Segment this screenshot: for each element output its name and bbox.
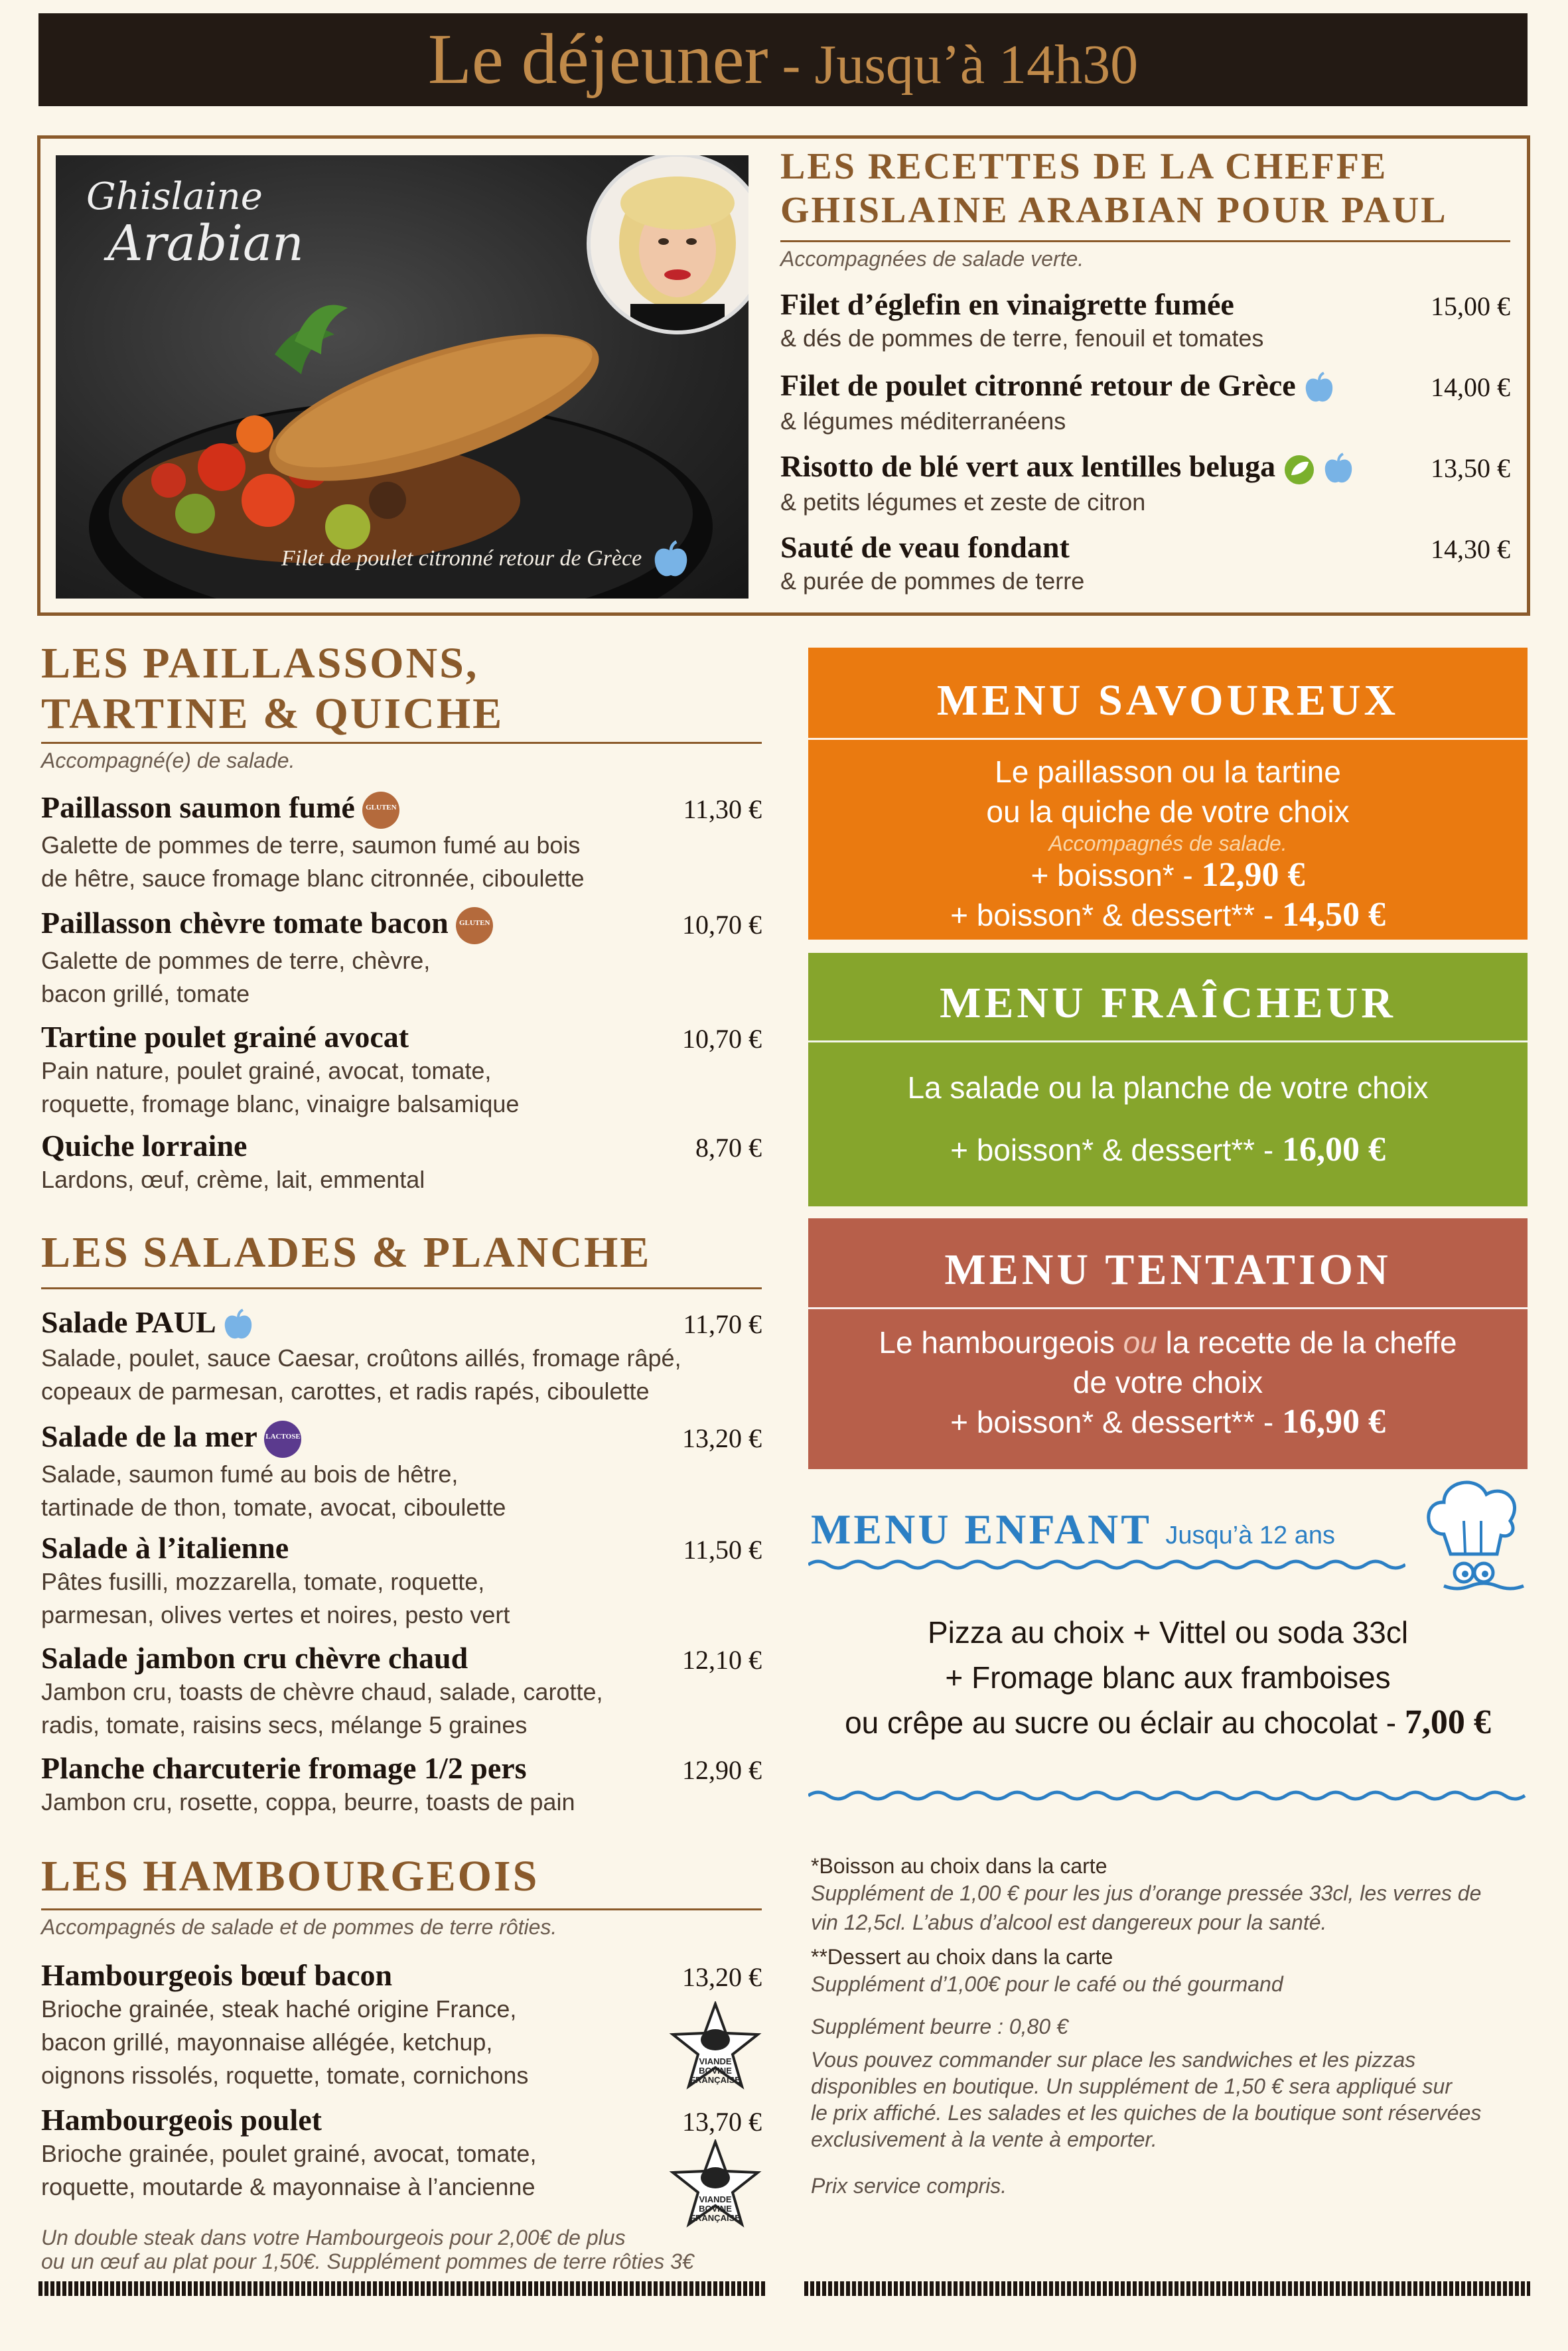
salades-rule bbox=[41, 1287, 762, 1289]
paillassons-title bbox=[41, 638, 504, 739]
item-name: Hambourgeois poulet bbox=[41, 2103, 322, 2137]
menu-fraicheur bbox=[808, 953, 1528, 1206]
menu-line: Le paillasson ou la tartine bbox=[995, 754, 1341, 789]
paillassons-title-line1: LES PAILLASSONS, bbox=[41, 639, 479, 687]
item-price: 13,20 € bbox=[682, 1423, 762, 1453]
notes-section bbox=[811, 1854, 1525, 2200]
item-desc: bacon grillé, tomate bbox=[41, 980, 250, 1008]
vbf-label: FRANÇAISE bbox=[690, 2213, 741, 2223]
menu-line: Le hambourgeois bbox=[879, 1325, 1123, 1360]
hambourgeois-title: LES HAMBOURGEOIS bbox=[41, 1852, 539, 1900]
hambourgeois-rule bbox=[41, 1908, 762, 1910]
cheffe-item bbox=[780, 368, 1510, 438]
menu-price: 16,90 € bbox=[1281, 1403, 1386, 1441]
item-price: 14,30 € bbox=[1431, 534, 1510, 564]
vegetarian-leaf-icon bbox=[1283, 453, 1315, 486]
healthy-apple-icon bbox=[1303, 372, 1335, 405]
salade-item bbox=[41, 1530, 762, 1632]
menu-line: + boisson* & dessert** - bbox=[950, 898, 1282, 932]
item-name: Paillasson chèvre tomate bacon bbox=[41, 906, 449, 940]
portrait-illustration bbox=[591, 157, 748, 330]
item-desc: & dés de pommes de terre, fenouil et tomates bbox=[780, 324, 1264, 352]
menu-divider bbox=[808, 738, 1528, 740]
cheffe-item bbox=[780, 287, 1510, 355]
item-name: Risotto de blé vert aux lentilles beluga bbox=[780, 449, 1276, 483]
note-text: le prix affiché. Les salades et les quiches de la boutique sont réservées bbox=[811, 2101, 1482, 2125]
menu-enfant-header bbox=[811, 1505, 1335, 1554]
note-title: *Boisson au choix dans la carte bbox=[811, 1854, 1107, 1878]
title-main: Le déjeuner bbox=[427, 20, 768, 99]
item-desc: Pâtes fusilli, mozzarella, tomate, roquette, bbox=[41, 1568, 485, 1595]
menu-line: La salade ou la planche de votre choix bbox=[907, 1070, 1429, 1105]
item-name-row bbox=[780, 449, 1510, 486]
menu-title: MENU TENTATION bbox=[944, 1246, 1391, 1294]
item-desc: Galette de pommes de terre, chèvre, bbox=[41, 947, 431, 975]
item-price: 14,00 € bbox=[1431, 372, 1510, 402]
lactose-free-badge-icon bbox=[264, 1421, 301, 1458]
menu-title: MENU SAVOUREUX bbox=[936, 676, 1399, 725]
item-name-row bbox=[41, 905, 762, 944]
item-name: Salade de la mer bbox=[41, 1419, 257, 1453]
menu-savoureux bbox=[808, 648, 1528, 940]
note-text: vin 12,5cl. L’abus d’alcool est dangereux pour la santé. bbox=[811, 1910, 1327, 1934]
item-desc: roquette, fromage blanc, vinaigre balsamique bbox=[41, 1090, 520, 1117]
paillasson-item bbox=[41, 790, 762, 895]
item-desc: & légumes méditerranéens bbox=[780, 407, 1066, 435]
item-name: Salade jambon cru chèvre chaud bbox=[41, 1641, 468, 1675]
title-sub: - Jusqu’à 14h30 bbox=[768, 34, 1139, 96]
salade-item bbox=[41, 1419, 762, 1524]
vbf-label: VIANDE bbox=[699, 2194, 732, 2204]
item-desc: & petits légumes et zeste de citron bbox=[780, 488, 1146, 516]
vbf-label: BOVINE bbox=[699, 2066, 732, 2076]
menu-line: + Fromage blanc aux framboises bbox=[945, 1660, 1391, 1695]
hambourgeois-item bbox=[41, 1958, 762, 2092]
note-title: **Dessert au choix dans la carte bbox=[811, 1945, 1113, 1969]
note-text: Prix service compris. bbox=[811, 2174, 1007, 2198]
menu-line: ou crêpe au sucre ou éclair au chocolat - bbox=[845, 1705, 1405, 1740]
bottom-border-right bbox=[804, 2281, 1530, 2296]
vbf-label: BOVINE bbox=[699, 2204, 732, 2214]
item-price: 13,70 € bbox=[682, 2107, 762, 2137]
item-desc: Lardons, œuf, crème, lait, emmental bbox=[41, 1166, 425, 1193]
item-desc: copeaux de parmesan, carottes, et radis rapés, ciboulette bbox=[41, 1378, 650, 1405]
item-price: 12,90 € bbox=[682, 1755, 762, 1785]
item-name-row bbox=[41, 1419, 762, 1458]
menu-line: ou la quiche de votre choix bbox=[986, 794, 1350, 829]
page-title bbox=[38, 13, 1528, 127]
item-desc: de hêtre, sauce fromage blanc citronnée, ciboulette bbox=[41, 865, 585, 892]
healthy-apple-icon bbox=[1322, 453, 1354, 486]
vbf-label: VIANDE bbox=[699, 2056, 732, 2066]
menu-title: MENU FRAÎCHEUR bbox=[940, 979, 1396, 1027]
menu-price: 7,00 € bbox=[1404, 1703, 1491, 1741]
cheffe-title bbox=[780, 145, 1448, 232]
item-name-row bbox=[780, 368, 1510, 405]
item-price: 11,70 € bbox=[683, 1309, 762, 1339]
item-name: Hambourgeois bœuf bacon bbox=[41, 1958, 393, 1992]
item-desc: Jambon cru, rosette, coppa, beurre, toasts de pain bbox=[41, 1788, 575, 1816]
footnote-line: ou un œuf au plat pour 1,50€. Supplément pommes de terre rôties 3€ bbox=[41, 2249, 694, 2273]
hambourgeois-note: Accompagnés de salade et de pommes de terre rôties. bbox=[41, 1915, 557, 1939]
menu-line-or: ou bbox=[1123, 1325, 1157, 1360]
badge-label: GLUTEN bbox=[366, 804, 397, 812]
item-name: Salade à l’italienne bbox=[41, 1531, 289, 1565]
photo-caption-text: Filet de poulet citronné retour de Grèce bbox=[281, 545, 642, 571]
item-price: 13,50 € bbox=[1431, 453, 1510, 483]
item-desc: parmesan, olives vertes et noires, pesto vert bbox=[41, 1601, 510, 1628]
item-desc: Brioche grainée, poulet grainé, avocat, tomate, bbox=[41, 2140, 537, 2167]
item-desc: Pain nature, poulet grainé, avocat, tomate, bbox=[41, 1057, 492, 1084]
item-price: 15,00 € bbox=[1431, 291, 1510, 321]
item-desc: Salade, poulet, sauce Caesar, croûtons aillés, fromage râpé, bbox=[41, 1344, 681, 1372]
salade-item bbox=[41, 1750, 762, 1819]
item-desc: roquette, moutarde & mayonnaise à l’ancienne bbox=[41, 2173, 535, 2200]
note-text: disponibles en boutique. Un supplément de 1,50 € sera appliqué sur bbox=[811, 2074, 1452, 2098]
healthy-apple-icon bbox=[222, 1309, 254, 1342]
item-desc: Brioche grainée, steak haché origine France, bbox=[41, 1995, 517, 2023]
cheffe-item bbox=[780, 449, 1510, 519]
note-text: Supplément d’1,00€ pour le café ou thé gourmand bbox=[811, 1972, 1283, 1996]
item-price: 11,50 € bbox=[683, 1535, 762, 1565]
note-text: Supplément de 1,00 € pour les jus d’orange pressée 33cl, les verres de bbox=[811, 1881, 1482, 1905]
note-text: Vous pouvez commander sur place les sandwiches et les pizzas bbox=[811, 2048, 1416, 2072]
menu-enfant-body bbox=[808, 1610, 1528, 1745]
item-desc: Galette de pommes de terre, saumon fumé au bois bbox=[41, 831, 581, 859]
menu-line: + boisson* - bbox=[1031, 858, 1202, 892]
cheffe-note: Accompagnées de salade verte. bbox=[780, 247, 1084, 271]
item-price: 13,20 € bbox=[682, 1962, 762, 1992]
paillassons-rule bbox=[41, 742, 762, 744]
item-desc: tartinade de thon, tomate, avocat, ciboulette bbox=[41, 1494, 506, 1522]
menu-line: + boisson* & dessert** - bbox=[950, 1133, 1282, 1167]
footnote-line: Un double steak dans votre Hambourgeois pour 2,00€ de plus bbox=[41, 2226, 626, 2249]
viande-bovine-francaise-icon bbox=[669, 2001, 762, 2094]
healthy-apple-icon bbox=[652, 540, 690, 580]
cheffe-title-line2: GHISLAINE ARABIAN POUR PAUL bbox=[780, 190, 1448, 231]
paillasson-item bbox=[41, 1128, 762, 1196]
item-desc: bacon grillé, mayonnaise allégée, ketchup, bbox=[41, 2029, 493, 2056]
item-price: 11,30 € bbox=[683, 794, 762, 824]
hambourgeois-item bbox=[41, 2102, 762, 2223]
item-name: Quiche lorraine bbox=[41, 1129, 248, 1163]
badge-label: LACTOSE bbox=[265, 1433, 301, 1441]
item-price: 10,70 € bbox=[682, 1024, 762, 1054]
vbf-label: FRANÇAISE bbox=[690, 2075, 741, 2085]
wave-divider-bottom bbox=[808, 1789, 1528, 1802]
menu-price: 14,50 € bbox=[1281, 896, 1386, 934]
cheffe-item bbox=[780, 530, 1510, 598]
gluten-free-badge-icon bbox=[456, 907, 493, 944]
item-name: Filet de poulet citronné retour de Grèce bbox=[780, 368, 1296, 402]
chef-signature-line1: Ghislaine bbox=[86, 175, 263, 218]
item-name: Salade PAUL bbox=[41, 1305, 215, 1339]
chef-hat-mascot-icon bbox=[1417, 1474, 1528, 1601]
dish-photo bbox=[56, 155, 748, 599]
item-desc: oignons rissolés, roquette, tomate, cornichons bbox=[41, 2062, 529, 2089]
viande-bovine-francaise-icon bbox=[669, 2139, 762, 2232]
item-desc: Salade, saumon fumé au bois de hêtre, bbox=[41, 1460, 459, 1488]
item-name-row bbox=[41, 1305, 762, 1342]
hambourgeois-footnote bbox=[41, 2226, 694, 2273]
item-price: 10,70 € bbox=[682, 910, 762, 940]
item-price: 12,10 € bbox=[682, 1645, 762, 1675]
menu-enfant-title: MENU ENFANT bbox=[811, 1506, 1152, 1553]
note-text: Supplément beurre : 0,80 € bbox=[811, 2015, 1068, 2038]
wave-divider-top bbox=[808, 1558, 1405, 1571]
item-name: Tartine poulet grainé avocat bbox=[41, 1020, 409, 1054]
paillasson-item bbox=[41, 1019, 762, 1121]
chef-signature-line2: Arabian bbox=[107, 215, 304, 272]
item-desc: & purée de pommes de terre bbox=[780, 567, 1085, 595]
note-text: exclusivement à la vente à emporter. bbox=[811, 2127, 1157, 2151]
paillasson-item bbox=[41, 905, 762, 1011]
page-header bbox=[38, 13, 1528, 106]
menu-line: la recette de la cheffe bbox=[1157, 1325, 1457, 1360]
menu-tentation bbox=[808, 1218, 1528, 1469]
item-desc: Jambon cru, toasts de chèvre chaud, salade, carotte, bbox=[41, 1678, 603, 1705]
menu-divider bbox=[808, 1040, 1528, 1042]
salades-title: LES SALADES & PLANCHE bbox=[41, 1228, 652, 1277]
menu-price: 16,00 € bbox=[1281, 1131, 1386, 1169]
bottom-border-left bbox=[38, 2281, 767, 2296]
item-name: Paillasson saumon fumé bbox=[41, 790, 355, 824]
salade-item bbox=[41, 1305, 762, 1408]
photo-caption bbox=[281, 540, 690, 580]
item-name: Sauté de veau fondant bbox=[780, 530, 1070, 564]
item-name: Filet d’églefin en vinaigrette fumée bbox=[780, 287, 1234, 321]
item-name-row bbox=[41, 790, 762, 829]
menu-enfant-subtitle: Jusqu’à 12 ans bbox=[1165, 1522, 1335, 1549]
paillassons-title-line2: TARTINE & QUICHE bbox=[41, 689, 504, 738]
item-price: 8,70 € bbox=[695, 1133, 762, 1163]
menu-line: de votre choix bbox=[1072, 1365, 1263, 1399]
paillassons-note: Accompagné(e) de salade. bbox=[41, 748, 295, 772]
salade-item bbox=[41, 1640, 762, 1742]
menu-divider bbox=[808, 1307, 1528, 1309]
item-name: Planche charcuterie fromage 1/2 pers bbox=[41, 1751, 527, 1785]
menu-line: Pizza au choix + Vittel ou soda 33cl bbox=[927, 1615, 1409, 1650]
menu-note: Accompagnés de salade. bbox=[1048, 831, 1287, 855]
cheffe-rule bbox=[780, 240, 1510, 242]
gluten-free-badge-icon bbox=[362, 792, 399, 829]
badge-label: GLUTEN bbox=[459, 919, 490, 928]
item-desc: radis, tomate, raisins secs, mélange 5 graines bbox=[41, 1711, 528, 1739]
menu-price: 12,90 € bbox=[1201, 856, 1305, 894]
cheffe-title-line1: LES RECETTES DE LA CHEFFE bbox=[780, 146, 1388, 187]
menu-line: + boisson* & dessert** - bbox=[950, 1405, 1282, 1439]
